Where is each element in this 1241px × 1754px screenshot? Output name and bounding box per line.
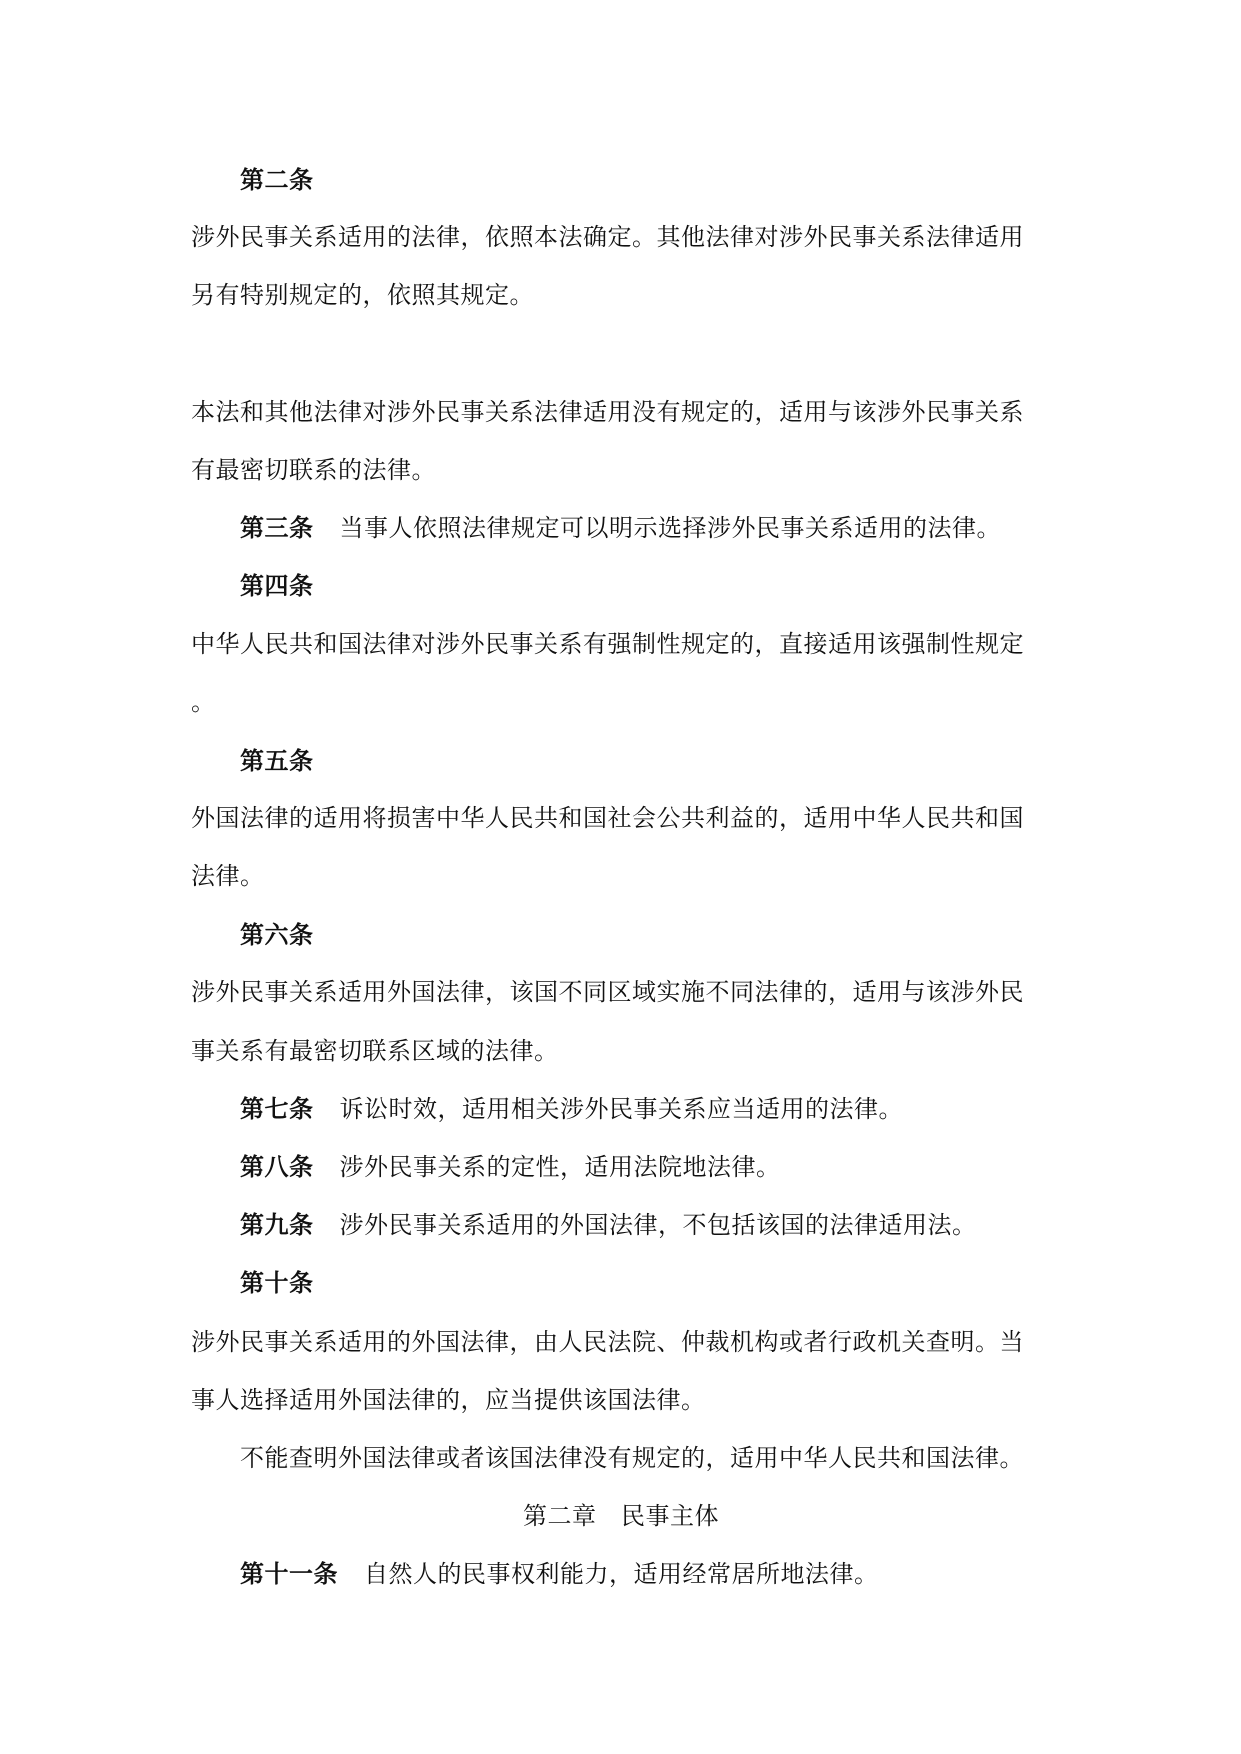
- article-3-heading: 第三条: [240, 513, 314, 542]
- article-6-text-line-2: 事关系有最密切联系区域的法律。: [191, 1037, 559, 1065]
- article-2-para-2-line-1: 本法和其他法律对涉外民事关系法律适用没有规定的，适用与该涉外民事关系: [191, 398, 1024, 426]
- article-11: [240, 1558, 1100, 1590]
- article-7: [240, 1093, 1100, 1125]
- article-2-text-line-1: 涉外民事关系适用的法律，依照本法确定。其他法律对涉外民事关系法律适用: [191, 223, 1024, 251]
- article-10-text-line-1: 涉外民事关系适用的外国法律，由人民法院、仲裁机构或者行政机关查明。当: [191, 1328, 1024, 1356]
- article-5-heading: 第五条: [240, 746, 314, 775]
- article-9: [240, 1209, 1100, 1241]
- article-10-para-2: 不能查明外国法律或者该国法律没有规定的，适用中华人民共和国法律。: [240, 1444, 1024, 1472]
- article-6-text-line-1: 涉外民事关系适用外国法律，该国不同区域实施不同法律的，适用与该涉外民: [191, 978, 1024, 1006]
- article-10-heading: 第十条: [240, 1268, 314, 1297]
- article-7-text: 诉讼时效，适用相关涉外民事关系应当适用的法律。: [339, 1095, 903, 1123]
- article-7-heading: 第七条: [240, 1094, 314, 1123]
- article-2-heading: 第二条: [240, 165, 314, 194]
- article-9-text: 涉外民事关系适用的外国法律，不包括该国的法律适用法。: [339, 1211, 977, 1239]
- article-10-text-line-2: 事人选择适用外国法律的，应当提供该国法律。: [191, 1386, 706, 1414]
- article-9-heading: 第九条: [240, 1210, 314, 1239]
- article-11-text: 自然人的民事权利能力，适用经常居所地法律。: [364, 1560, 879, 1588]
- article-5-text-line-2: 法律。: [191, 862, 265, 890]
- article-3-text: 当事人依照法律规定可以明示选择涉外民事关系适用的法律。: [339, 514, 1001, 542]
- article-8-text: 涉外民事关系的定性，适用法院地法律。: [339, 1153, 781, 1181]
- article-2-text-line-2: 另有特别规定的，依照其规定。: [191, 281, 534, 309]
- article-5-text-line-1: 外国法律的适用将损害中华人民共和国社会公共利益的，适用中华人民共和国: [191, 804, 1024, 832]
- article-11-heading: 第十一条: [240, 1559, 338, 1588]
- article-3: [240, 512, 1100, 544]
- article-6-heading: 第六条: [240, 920, 314, 949]
- article-8-heading: 第八条: [240, 1152, 314, 1181]
- article-4-text-line-2: 。: [191, 688, 216, 716]
- article-8: [240, 1151, 1100, 1183]
- article-4-text-line-1: 中华人民共和国法律对涉外民事关系有强制性规定的，直接适用该强制性规定: [191, 630, 1024, 658]
- chapter-2-heading: 第二章 民事主体: [523, 1502, 719, 1530]
- article-2-para-2-line-2: 有最密切联系的法律。: [191, 456, 436, 484]
- article-4-heading: 第四条: [240, 571, 314, 600]
